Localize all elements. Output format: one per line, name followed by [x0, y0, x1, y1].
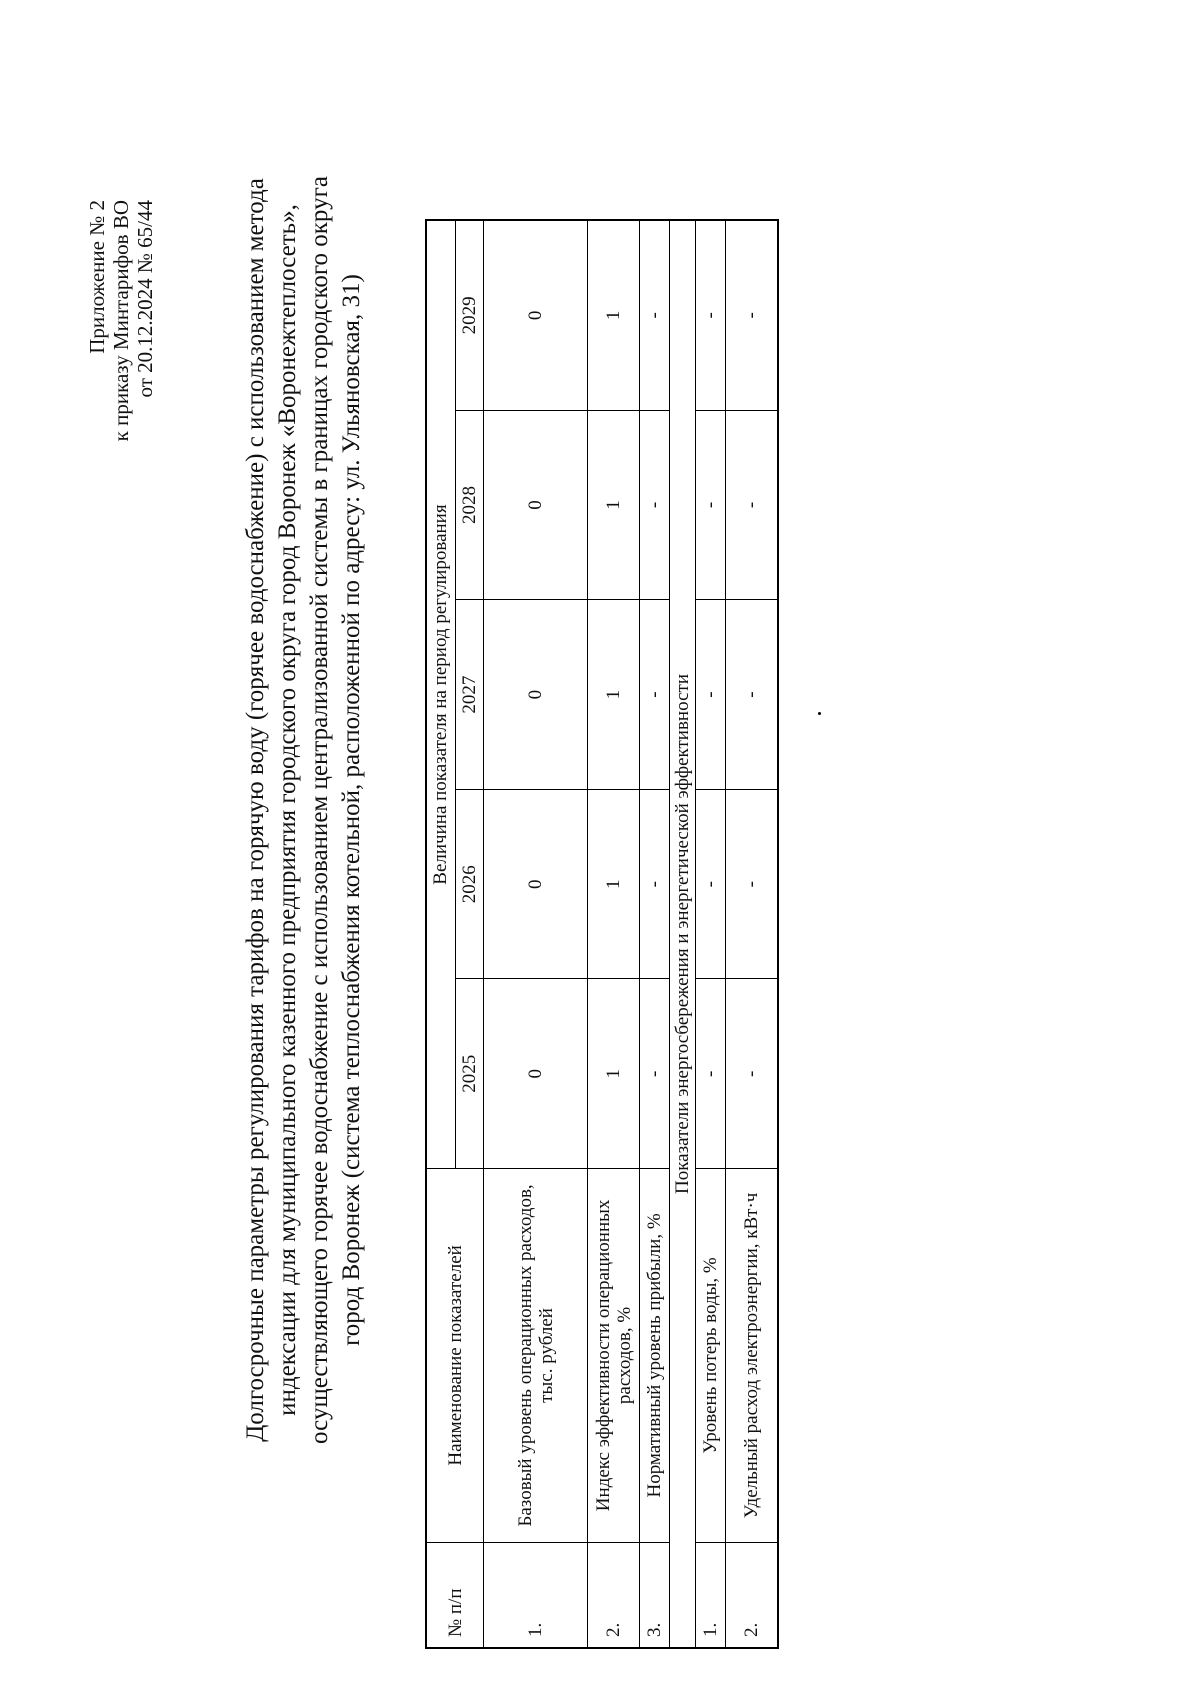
row-value: - [726, 220, 778, 410]
table-row [588, 220, 640, 1648]
document-title [240, 110, 368, 1510]
section-title: Показатели энергосбережения и энергетической эффективности [670, 220, 696, 1648]
row-value: 1 [588, 789, 640, 979]
row-name: Индекс эффективности операционных расходов, % [588, 1169, 640, 1543]
scan-speck [818, 712, 821, 715]
row-num: 1. [484, 1542, 588, 1648]
row-name: Нормативный уровень прибыли, % [640, 1169, 670, 1543]
header-group: Величина показателя на период регулирования [426, 220, 455, 1169]
header-year: 2027 [455, 600, 483, 790]
row-value: 1 [588, 600, 640, 790]
row-value: - [726, 410, 778, 600]
row-value: 1 [588, 410, 640, 600]
header-year: 2026 [455, 789, 483, 979]
parameters-table [425, 219, 779, 1649]
row-value: 0 [484, 600, 588, 790]
row-value: - [696, 789, 726, 979]
table-header-row [426, 220, 455, 1648]
table-row [640, 220, 670, 1648]
title-line-4: город Воронеж (система теплоснабжения котельной, расположенной по адресу: ул. Ульяновская, 31) [338, 274, 365, 1346]
section-header-row [670, 220, 696, 1648]
row-value: - [696, 979, 726, 1169]
title-line-1: Долгосрочные параметры регулирования тарифов на горячую воду (горячее водоснабжение) с использованием метода [242, 178, 269, 1442]
row-num: 2. [726, 1542, 778, 1648]
row-value: - [726, 600, 778, 790]
row-value: - [640, 600, 670, 790]
approval-line-1: Приложение № 2 [85, 200, 109, 354]
row-num: 2. [588, 1542, 640, 1648]
row-value: 0 [484, 979, 588, 1169]
row-value: 0 [484, 220, 588, 410]
row-value: 0 [484, 410, 588, 600]
header-name: Наименование показателей [426, 1169, 484, 1543]
row-value: - [640, 220, 670, 410]
table-row [696, 220, 726, 1648]
row-value: - [726, 979, 778, 1169]
approval-note [85, 200, 157, 441]
table-row [726, 220, 778, 1648]
row-value: - [696, 600, 726, 790]
row-num: 1. [696, 1542, 726, 1648]
table-row [484, 220, 588, 1648]
title-line-2: индексации для муниципального казенного предприятия городского округа город Воронеж «Воронежтеплосеть», [274, 204, 301, 1416]
row-value: - [640, 789, 670, 979]
row-value: 0 [484, 789, 588, 979]
row-value: - [640, 410, 670, 600]
row-value: - [696, 410, 726, 600]
approval-line-3: от 20.12.2024 № 65/44 [133, 200, 157, 398]
row-name: Уровень потерь воды, % [696, 1169, 726, 1543]
row-value: 1 [588, 220, 640, 410]
header-num: № п/п [426, 1542, 484, 1648]
row-value: - [696, 220, 726, 410]
document-page [40, 30, 1160, 1650]
row-value: 1 [588, 979, 640, 1169]
header-year: 2025 [455, 979, 483, 1169]
header-year: 2028 [455, 410, 483, 600]
approval-line-2: к приказу Минтарифов ВО [109, 200, 133, 442]
row-value: - [726, 789, 778, 979]
header-year: 2029 [455, 220, 483, 410]
row-name: Базовый уровень операционных расходов, тыс. рублей [484, 1169, 588, 1543]
row-num: 3. [640, 1542, 670, 1648]
row-name: Удельный расход электроэнергии, кВт·ч [726, 1169, 778, 1543]
row-value: - [640, 979, 670, 1169]
title-line-3: осуществляющего горячее водоснабжение с использованием централизованной системы в границах городского округа [306, 176, 333, 1444]
